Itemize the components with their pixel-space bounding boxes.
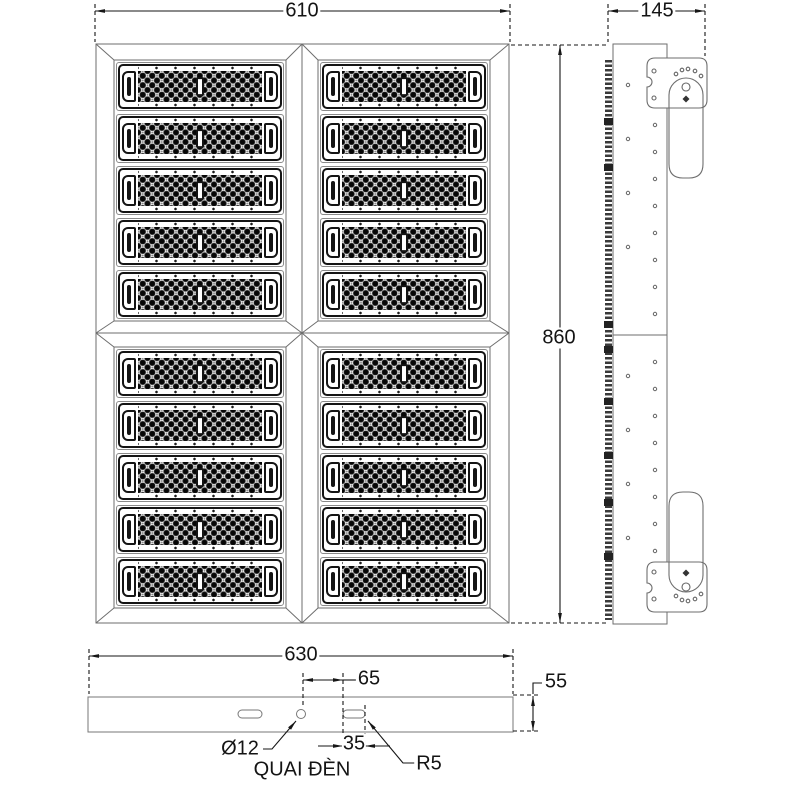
led-module bbox=[320, 349, 488, 398]
end-cap-slot bbox=[473, 520, 477, 538]
end-cap-slot bbox=[473, 572, 477, 590]
led-module bbox=[320, 453, 488, 502]
led-module bbox=[116, 62, 284, 111]
module-frame bbox=[322, 64, 486, 109]
dim-610-label: 610 bbox=[285, 0, 319, 22]
led-module bbox=[116, 166, 284, 215]
module-center-connector bbox=[196, 468, 204, 488]
module-end-cap bbox=[264, 279, 278, 310]
led-module bbox=[116, 453, 284, 502]
module-end-cap bbox=[122, 123, 136, 154]
module-body bbox=[326, 409, 482, 442]
module-frame bbox=[322, 455, 486, 500]
screw-dot-row bbox=[138, 546, 262, 550]
screw-dot-row bbox=[138, 311, 262, 315]
screw-dot-row bbox=[138, 390, 262, 394]
screw-dot-row bbox=[138, 494, 262, 498]
led-array bbox=[138, 410, 262, 441]
module-end-cap bbox=[122, 279, 136, 310]
end-cap-slot bbox=[331, 416, 335, 434]
end-cap-slot bbox=[473, 77, 477, 95]
module-center-connector bbox=[196, 520, 204, 540]
end-cap-slot bbox=[269, 181, 273, 199]
module-end-cap bbox=[326, 566, 340, 597]
module-frame bbox=[118, 351, 282, 396]
module-end-cap bbox=[122, 514, 136, 545]
module-end-cap bbox=[468, 514, 482, 545]
module-body bbox=[122, 226, 278, 259]
module-end-cap bbox=[468, 279, 482, 310]
module-end-cap bbox=[326, 227, 340, 258]
end-cap-slot bbox=[473, 364, 477, 382]
module-end-cap bbox=[122, 462, 136, 493]
module-end-cap bbox=[264, 227, 278, 258]
screw-dot-row bbox=[138, 259, 262, 263]
hole-d12 bbox=[297, 710, 306, 719]
dimension-55 bbox=[513, 683, 542, 731]
end-cap-slot bbox=[331, 233, 335, 251]
module-body bbox=[122, 409, 278, 442]
module-center-connector bbox=[400, 129, 408, 149]
dim-diameter-label: Ø12 bbox=[221, 737, 259, 760]
end-cap-slot bbox=[127, 520, 131, 538]
end-cap-slot bbox=[473, 181, 477, 199]
dim-35-label: 35 bbox=[342, 732, 366, 755]
module-window bbox=[318, 347, 490, 608]
module-body bbox=[326, 70, 482, 103]
module-window bbox=[114, 347, 286, 608]
screw-dot-row bbox=[138, 103, 262, 107]
module-center-connector bbox=[196, 129, 204, 149]
end-cap-slot bbox=[127, 77, 131, 95]
led-array bbox=[138, 279, 262, 310]
module-body bbox=[326, 278, 482, 311]
end-cap-slot bbox=[269, 129, 273, 147]
dim-145-label: 145 bbox=[640, 0, 674, 22]
module-center-connector bbox=[400, 520, 408, 540]
module-window bbox=[114, 60, 286, 321]
screw-dot-row bbox=[342, 207, 466, 211]
module-body bbox=[326, 565, 482, 598]
led-module bbox=[320, 505, 488, 554]
module-end-cap bbox=[122, 410, 136, 441]
end-cap-slot bbox=[331, 520, 335, 538]
end-cap-slot bbox=[269, 364, 273, 382]
screw-dot-row bbox=[138, 207, 262, 211]
module-window bbox=[318, 60, 490, 321]
led-array bbox=[138, 514, 262, 545]
module-body bbox=[326, 513, 482, 546]
module-end-cap bbox=[326, 358, 340, 389]
module-end-cap bbox=[264, 410, 278, 441]
led-module bbox=[320, 557, 488, 606]
module-frame bbox=[322, 403, 486, 448]
led-array bbox=[342, 462, 466, 493]
module-body bbox=[122, 70, 278, 103]
module-body bbox=[122, 461, 278, 494]
module-center-connector bbox=[400, 233, 408, 253]
module-center-connector bbox=[400, 572, 408, 592]
led-array bbox=[342, 123, 466, 154]
module-end-cap bbox=[326, 123, 340, 154]
module-end-cap bbox=[326, 175, 340, 206]
led-module bbox=[116, 505, 284, 554]
led-array bbox=[138, 71, 262, 102]
end-cap-slot bbox=[127, 468, 131, 486]
led-module bbox=[320, 166, 488, 215]
module-end-cap bbox=[264, 566, 278, 597]
screw-dot-row bbox=[342, 546, 466, 550]
module-center-connector bbox=[400, 77, 408, 97]
module-frame bbox=[118, 455, 282, 500]
module-center-connector bbox=[400, 181, 408, 201]
screw-dot-row bbox=[138, 598, 262, 602]
module-end-cap bbox=[326, 410, 340, 441]
module-end-cap bbox=[122, 71, 136, 102]
module-body bbox=[122, 122, 278, 155]
module-body bbox=[122, 174, 278, 207]
led-module bbox=[320, 62, 488, 111]
module-center-connector bbox=[400, 285, 408, 305]
module-end-cap bbox=[122, 358, 136, 389]
module-frame bbox=[118, 559, 282, 604]
module-center-connector bbox=[400, 416, 408, 436]
module-end-cap bbox=[122, 227, 136, 258]
end-cap-slot bbox=[127, 285, 131, 303]
module-body bbox=[326, 461, 482, 494]
module-frame bbox=[118, 116, 282, 161]
module-end-cap bbox=[468, 123, 482, 154]
end-cap-slot bbox=[473, 416, 477, 434]
module-frame bbox=[118, 403, 282, 448]
led-array bbox=[342, 358, 466, 389]
module-frame bbox=[118, 168, 282, 213]
dim-55-label: 55 bbox=[544, 670, 568, 693]
top-bracket bbox=[647, 58, 707, 178]
module-end-cap bbox=[264, 71, 278, 102]
mount-slot-right bbox=[343, 710, 365, 718]
screw-dot-row bbox=[342, 259, 466, 263]
module-frame bbox=[322, 220, 486, 265]
module-body bbox=[122, 357, 278, 390]
module-center-connector bbox=[196, 233, 204, 253]
screw-dot-row bbox=[342, 494, 466, 498]
module-end-cap bbox=[468, 358, 482, 389]
end-cap-slot bbox=[269, 520, 273, 538]
module-body bbox=[326, 122, 482, 155]
body-screw-holes bbox=[626, 83, 656, 552]
led-module bbox=[116, 557, 284, 606]
led-module bbox=[320, 401, 488, 450]
led-module bbox=[116, 401, 284, 450]
end-cap-slot bbox=[331, 285, 335, 303]
led-module bbox=[320, 114, 488, 163]
module-end-cap bbox=[264, 175, 278, 206]
end-cap-slot bbox=[269, 572, 273, 590]
module-end-cap bbox=[468, 71, 482, 102]
module-end-cap bbox=[122, 175, 136, 206]
module-end-cap bbox=[326, 514, 340, 545]
module-center-connector bbox=[196, 285, 204, 305]
end-cap-slot bbox=[127, 181, 131, 199]
end-cap-slot bbox=[473, 468, 477, 486]
mount-slot-left bbox=[238, 710, 262, 718]
module-body bbox=[122, 278, 278, 311]
screw-dot-row bbox=[342, 311, 466, 315]
module-frame bbox=[118, 507, 282, 552]
led-module bbox=[320, 270, 488, 319]
led-array bbox=[342, 410, 466, 441]
module-end-cap bbox=[326, 279, 340, 310]
led-module bbox=[116, 114, 284, 163]
module-center-connector bbox=[400, 468, 408, 488]
module-frame bbox=[322, 507, 486, 552]
end-cap-slot bbox=[269, 468, 273, 486]
dim-630-label: 630 bbox=[284, 643, 318, 666]
led-array bbox=[342, 227, 466, 258]
module-end-cap bbox=[468, 175, 482, 206]
leader-d12 bbox=[263, 721, 296, 749]
module-frame bbox=[322, 559, 486, 604]
module-center-connector bbox=[196, 364, 204, 384]
led-module bbox=[116, 218, 284, 267]
module-end-cap bbox=[264, 358, 278, 389]
dim-65-label: 65 bbox=[357, 667, 381, 690]
module-frame bbox=[322, 168, 486, 213]
led-array bbox=[342, 566, 466, 597]
module-end-cap bbox=[468, 227, 482, 258]
side-view bbox=[604, 44, 707, 624]
screw-dot-row bbox=[342, 442, 466, 446]
led-module bbox=[116, 270, 284, 319]
module-frame bbox=[118, 220, 282, 265]
module-end-cap bbox=[326, 71, 340, 102]
module-end-cap bbox=[264, 462, 278, 493]
module-center-connector bbox=[400, 364, 408, 384]
module-frame bbox=[322, 351, 486, 396]
led-array bbox=[342, 514, 466, 545]
screw-dot-row bbox=[342, 103, 466, 107]
led-module bbox=[116, 349, 284, 398]
end-cap-slot bbox=[331, 181, 335, 199]
module-end-cap bbox=[264, 123, 278, 154]
bottom-bracket-view bbox=[88, 697, 513, 732]
module-frame bbox=[118, 64, 282, 109]
module-body bbox=[326, 226, 482, 259]
end-cap-slot bbox=[331, 468, 335, 486]
module-center-connector bbox=[196, 77, 204, 97]
end-cap-slot bbox=[127, 416, 131, 434]
part-label-quai-den: QUAI ĐÈN bbox=[253, 758, 351, 781]
end-cap-slot bbox=[127, 364, 131, 382]
module-frame bbox=[322, 116, 486, 161]
led-array bbox=[342, 71, 466, 102]
end-cap-slot bbox=[473, 285, 477, 303]
led-array bbox=[138, 462, 262, 493]
end-cap-slot bbox=[473, 233, 477, 251]
leader-r5 bbox=[368, 721, 416, 763]
module-end-cap bbox=[326, 462, 340, 493]
module-end-cap bbox=[264, 514, 278, 545]
end-cap-slot bbox=[331, 572, 335, 590]
dim-860-label: 860 bbox=[542, 326, 576, 349]
module-center-connector bbox=[196, 416, 204, 436]
led-array bbox=[342, 175, 466, 206]
led-array bbox=[138, 566, 262, 597]
led-array bbox=[342, 279, 466, 310]
module-end-cap bbox=[468, 410, 482, 441]
screw-dot-row bbox=[342, 598, 466, 602]
end-cap-slot bbox=[127, 233, 131, 251]
end-cap-slot bbox=[127, 572, 131, 590]
end-cap-slot bbox=[127, 129, 131, 147]
module-frame bbox=[322, 272, 486, 317]
screw-dot-row bbox=[138, 442, 262, 446]
module-body bbox=[122, 513, 278, 546]
module-body bbox=[122, 565, 278, 598]
module-body bbox=[326, 174, 482, 207]
end-cap-slot bbox=[331, 364, 335, 382]
end-cap-slot bbox=[269, 285, 273, 303]
led-array bbox=[138, 358, 262, 389]
end-cap-slot bbox=[331, 129, 335, 147]
dim-r5-label: R5 bbox=[416, 752, 442, 775]
module-center-connector bbox=[196, 181, 204, 201]
end-cap-slot bbox=[331, 77, 335, 95]
screw-dot-row bbox=[342, 155, 466, 159]
end-cap-slot bbox=[473, 129, 477, 147]
module-end-cap bbox=[468, 462, 482, 493]
module-end-cap bbox=[468, 566, 482, 597]
module-body bbox=[326, 357, 482, 390]
led-array bbox=[138, 227, 262, 258]
screw-dot-row bbox=[342, 390, 466, 394]
screw-dot-row bbox=[138, 155, 262, 159]
module-end-cap bbox=[122, 566, 136, 597]
led-module bbox=[320, 218, 488, 267]
module-frame bbox=[118, 272, 282, 317]
end-cap-slot bbox=[269, 416, 273, 434]
led-array bbox=[138, 175, 262, 206]
end-cap-slot bbox=[269, 233, 273, 251]
end-cap-slot bbox=[269, 77, 273, 95]
module-center-connector bbox=[196, 572, 204, 592]
led-array bbox=[138, 123, 262, 154]
